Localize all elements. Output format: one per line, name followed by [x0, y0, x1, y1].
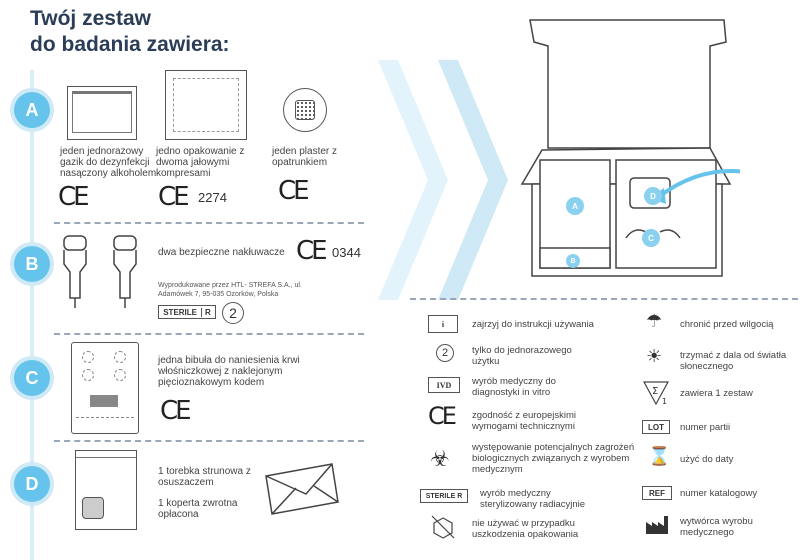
ce-mark-a2: CE: [158, 182, 187, 212]
notified-body-code-a2: 2274: [198, 190, 227, 205]
legend-biohazard-text: występowanie potencjalnych zagrożeń biologicznych związanych z wyrobem medycznym: [472, 442, 635, 475]
item-a1-text: jeden jednorazowy gazik do dezynfekcji nasączony alkoholem: [60, 146, 157, 179]
envelope-icon: [262, 460, 342, 516]
blood-card-text: jedna bibuła do naniesienia krwi włośniczkowej z naklejonym pięcioznakowym kodem: [158, 355, 300, 388]
badge-d: D: [14, 466, 50, 502]
ivd-icon: IVD: [428, 377, 460, 393]
chevron-right-icon: [378, 60, 508, 300]
sterile-r-badge: STERILE R: [158, 305, 216, 319]
divider-c: [54, 440, 364, 442]
ce-mark-b: CE: [296, 236, 325, 266]
box-label-d: D: [644, 187, 662, 205]
legend-manufacturer-text: wytwórca wyrobu medycznego: [680, 516, 753, 538]
badge-c: C: [14, 360, 50, 396]
legend-moisture-text: chronić przed wilgocią: [680, 319, 774, 330]
ref-icon: REF: [642, 486, 672, 500]
legend-single-use-text: tylko do jednorazowego użytku: [472, 345, 572, 367]
legend-lot-text: numer partii: [680, 422, 731, 433]
sun-icon: ☀: [646, 346, 663, 366]
contains-sigma-icon: [642, 380, 670, 406]
legend-ref-text: numer katalogowy: [680, 488, 758, 499]
ce-legend-icon: CE: [428, 402, 454, 430]
item-a3-text: jeden plaster z opatrunkiem: [272, 146, 338, 168]
legend-expiry-text: użyć do daty: [680, 454, 734, 465]
divider-a: [54, 222, 364, 224]
box-label-c: C: [642, 229, 660, 247]
blood-card-illustration: [71, 342, 139, 434]
legend-ce-text: zgodność z europejskimi wymogami technicznymi: [472, 410, 577, 432]
single-use-icon: 2: [222, 302, 244, 324]
ce-mark-c: CE: [160, 396, 189, 426]
zip-bag-illustration: [75, 450, 137, 530]
page-title: Twój zestaw do badania zawiera:: [30, 7, 230, 56]
gauze-illustration: [67, 86, 137, 140]
lancets-illustration: [58, 232, 148, 312]
instructions-icon: i: [428, 315, 458, 333]
badge-b: B: [14, 246, 50, 282]
factory-icon: [644, 514, 670, 536]
lot-icon: LOT: [642, 420, 670, 434]
plaster-illustration: [283, 88, 327, 132]
lancets-text: dwa bezpieczne nakłuwacze: [158, 247, 285, 258]
damaged-package-icon: [430, 514, 456, 540]
qr-code-icon: [90, 395, 118, 407]
single-use-legend-icon: 2: [436, 344, 454, 362]
badge-a: A: [14, 92, 50, 128]
hourglass-icon: ⌛: [648, 446, 671, 466]
biohazard-icon: ☣: [430, 446, 450, 471]
legend-sterile-text: wyrób medyczny sterylizowany radiacyjnie: [480, 488, 586, 510]
svg-text:Σ: Σ: [652, 386, 659, 397]
legend-sunlight-text: trzymać z dala od światła słonecznego: [680, 350, 787, 372]
legend-contains-text: zawiera 1 zestaw: [680, 388, 753, 399]
notified-body-code-b: 0344: [332, 245, 361, 260]
compress-illustration: [165, 70, 247, 140]
ce-mark-a1: CE: [58, 182, 87, 212]
divider-b: [54, 333, 364, 335]
envelope-text: 1 koperta zwrotna opłacona: [158, 498, 238, 520]
kit-box-illustration: [520, 16, 740, 284]
box-label-a: A: [566, 197, 584, 215]
ce-mark-a3: CE: [278, 176, 307, 206]
box-label-b: B: [566, 254, 580, 268]
legend-instructions-text: zajrzyj do instrukcji używania: [472, 319, 594, 330]
legend-ivd-text: wyrób medyczny do diagnostyki in vitro: [472, 376, 556, 398]
sterile-r-legend-icon: STERILE R: [420, 489, 468, 503]
desiccant-icon: [82, 497, 104, 519]
legend-damaged-text: nie używać w przypadku uszkodzenia opakowania: [472, 518, 579, 540]
zip-bag-text: 1 torebka strunowa z osuszaczem: [158, 466, 251, 488]
svg-text:1: 1: [662, 397, 668, 406]
item-a2-text: jedno opakowanie z dwoma jałowymi kompresami: [156, 146, 245, 179]
divider-legend: [410, 298, 798, 300]
manufacturer-text: Wyprodukowane przez HTL- STREFA S.A., ul. Adamówek 7, 95-035 Ozorków, Polska: [158, 282, 302, 298]
umbrella-icon: ☂: [646, 311, 663, 331]
